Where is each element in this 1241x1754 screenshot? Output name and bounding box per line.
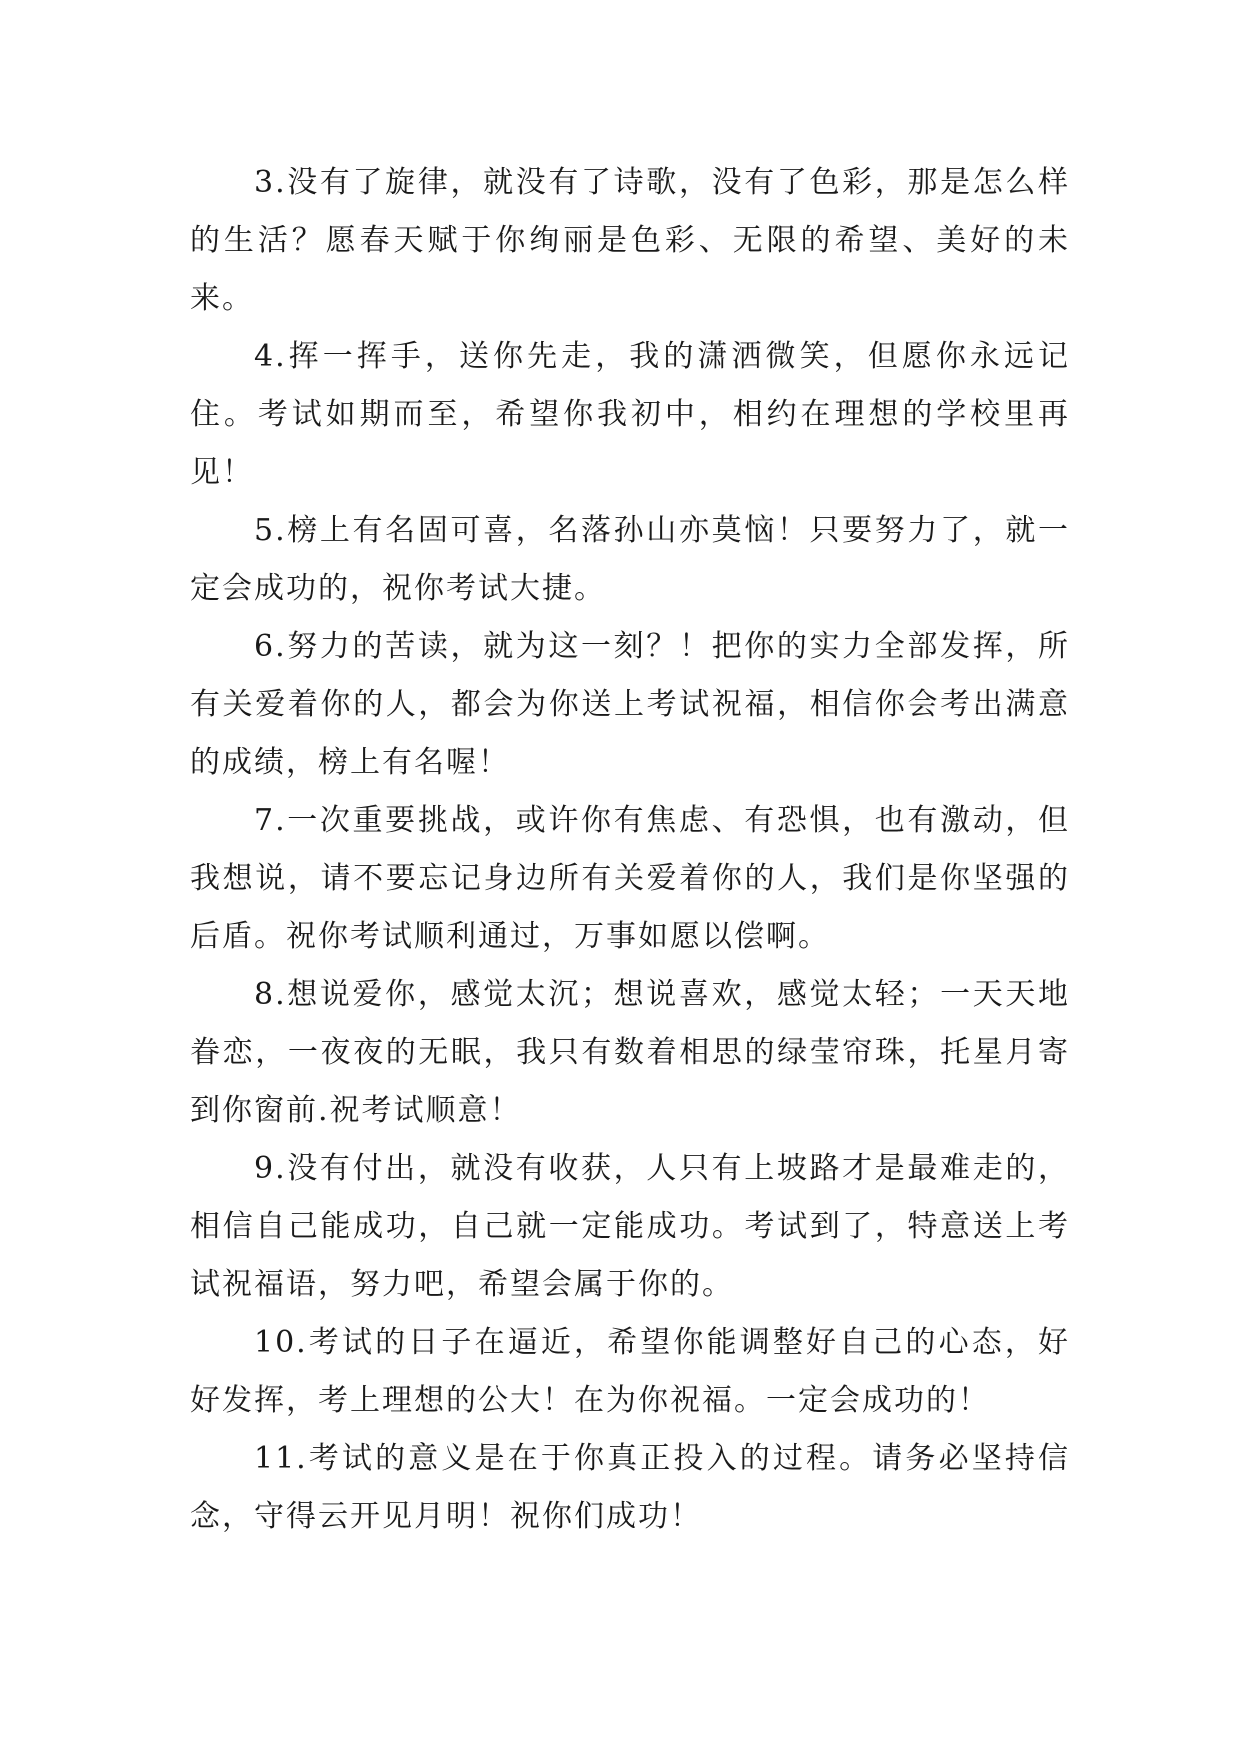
- paragraph-7: 7.一次重要挑战，或许你有焦虑、有恐惧，也有激动，但我想说，请不要忘记身边所有关爱着你的人，我们是你坚强的后盾。祝你考试顺利通过，万事如愿以偿啊。: [190, 803, 1070, 954]
- paragraph-8: 8.想说爱你，感觉太沉；想说喜欢，感觉太轻；一天天地眷恋，一夜夜的无眠，我只有数着相思的绿莹帘珠，托星月寄到你窗前.祝考试顺意！: [190, 977, 1070, 1128]
- paragraph-6: 6.努力的苦读，就为这一刻？！把你的实力全部发挥，所有关爱着你的人，都会为你送上考试祝福，相信你会考出满意的成绩，榜上有名喔！: [190, 629, 1070, 780]
- paragraph-5: 5.榜上有名固可喜，名落孙山亦莫恼！只要努力了，就一定会成功的，祝你考试大捷。: [190, 513, 1070, 606]
- paragraph-11: 11.考试的意义是在于你真正投入的过程。请务必坚持信念，守得云开见月明！祝你们成功！: [190, 1441, 1070, 1534]
- paragraph-4: 4.挥一挥手，送你先走，我的潇洒微笑，但愿你永远记住。考试如期而至，希望你我初中，相约在理想的学校里再见！: [190, 339, 1070, 490]
- paragraph-10: 10.考试的日子在逼近，希望你能调整好自己的心态，好好发挥，考上理想的公大！在为你祝福。一定会成功的！: [190, 1325, 1070, 1418]
- paragraph-3: 3.没有了旋律，就没有了诗歌，没有了色彩，那是怎么样的生活？愿春天赋于你绚丽是色彩、无限的希望、美好的未来。: [190, 165, 1070, 316]
- document-body: [190, 154, 1070, 1546]
- paragraph-9: 9.没有付出，就没有收获，人只有上坡路才是最难走的，相信自己能成功，自己就一定能成功。考试到了，特意送上考试祝福语，努力吧，希望会属于你的。: [190, 1151, 1070, 1302]
